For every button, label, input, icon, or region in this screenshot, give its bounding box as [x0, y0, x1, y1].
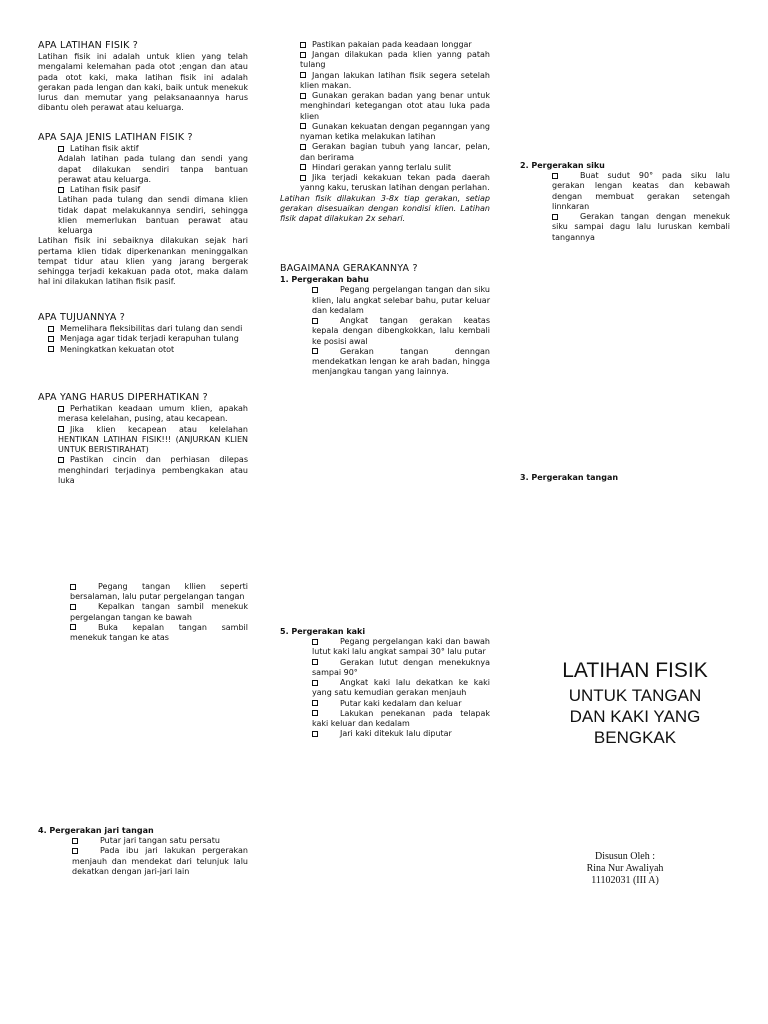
checkbox-icon [312, 659, 318, 665]
list-item: Pegang tangan kllien seperti bersalaman, lalu putar pergelangan tangan [70, 582, 248, 602]
checkbox-icon [48, 326, 54, 332]
list-item: Gunakan kekuatan dengan peganngan yang nyaman ketika melakukan latihan [300, 121, 490, 142]
checkbox-icon [300, 123, 306, 129]
checkbox-icon [300, 93, 306, 99]
type-passive [38, 185, 248, 195]
checkbox-icon [312, 680, 318, 686]
section-what [38, 40, 248, 114]
list-item: Jari kaki ditekuk lalu diputar [280, 729, 490, 739]
list-item: Gerakan bagian tubuh yang lancar, pelan, dan berirama [300, 142, 490, 162]
section-attention-more [280, 40, 490, 224]
checkbox-icon [70, 604, 76, 610]
list-item: Pegang pergelangan kaki dan bawah lutut kaki lalu angkat sampai 30° lalu putar [312, 637, 490, 657]
list-item: Putar jari tangan satu persatu [38, 836, 248, 846]
checkbox-icon [58, 426, 64, 432]
checkbox-icon [58, 187, 64, 193]
author-name: Rina Nur Awaliyah [586, 863, 664, 874]
credits [540, 851, 710, 887]
cover-title-line4: BENGKAK [593, 728, 677, 747]
section-elbow [520, 161, 730, 243]
checkbox-icon [300, 144, 306, 150]
section-goals [38, 312, 248, 355]
type-active [38, 144, 248, 154]
checkbox-icon [312, 731, 318, 737]
list-item: Jangan lakukan latihan fisik segera setelah klien makan. [300, 70, 490, 90]
list-item: Gerakan tangan denngan mendekatkan lengan ke arah badan, hingga menjangkau tangan yang lainnya. [312, 346, 490, 377]
list-item: Pegang pergelangan tangan dan siku klien, lalu angkat selebar bahu, putar keluar dan kedalam [312, 285, 490, 315]
heading-types: APA SAJA JENIS LATIHAN FISIK ? [38, 132, 193, 143]
checkbox-icon [70, 624, 76, 630]
list-item: Jika klien kecapean atau kelelahan HENTIKAN LATIHAN FISIK!!! (ANJURKAN KLIEN UNTUK BERISTIRAHAT) [58, 424, 248, 455]
checkbox-icon [58, 146, 64, 152]
list-item: Gerakan lutut dengan menekuknya sampai 90° [312, 657, 490, 677]
checkbox-icon [58, 406, 64, 412]
heading-goals: APA TUJUANNYA ? [38, 312, 125, 323]
checkbox-icon [312, 287, 318, 293]
section-hand-items [70, 582, 248, 643]
list-item: Gerakan tangan dengan menekuk siku sampai dagu lalu luruskan kembali tangannya [552, 212, 730, 242]
heading-shoulder: 1. Pergerakan bahu [280, 275, 369, 285]
checkbox-icon [312, 318, 318, 324]
checkbox-icon [48, 346, 54, 352]
checkbox-icon [70, 584, 76, 590]
heading-elbow: 2. Pergerakan siku [520, 161, 605, 170]
list-item: Meningkatkan kekuatan otot [38, 345, 248, 355]
checkbox-icon [552, 173, 558, 179]
checkbox-icon [552, 214, 558, 220]
heading-legs: 5. Pergerakan kaki [280, 627, 366, 636]
checkbox-icon [312, 639, 318, 645]
checkbox-icon [312, 700, 318, 706]
list-item: Pastikan cincin dan perhiasan dilepas menghindari terjadinya pembengkakan atau luka [58, 455, 248, 485]
list-item: Putar kaki kedalam dan keluar [280, 699, 490, 709]
list-item: Buat sudut 90° pada siku lalu gerakan lengan keatas dan kebawah dengan membuat gerakan setengah linnkaran [552, 171, 730, 211]
type-passive-desc: Latihan pada tulang dan sendi dimana klien tidak dapat melakukannya sendiri, sehingga klien memerlukan bantuan perawat atau keluarga [58, 195, 248, 236]
section-how [280, 263, 490, 378]
type-active-desc: Adalah latihan pada tulang dan sendi yang dapat dilakukan sendiri tanpa bantuan perawat atau keluarga. [58, 154, 248, 184]
checkbox-icon [300, 175, 306, 181]
heading-hand: 3. Pergerakan tangan [520, 473, 619, 482]
list-item: Angkat kaki lalu dekatkan ke kaki yang satu kemudian gerakan menjauh [312, 678, 490, 698]
checkbox-icon [300, 164, 306, 170]
cover-title-line3: DAN KAKI YANG [569, 707, 701, 726]
type-active-label: Latihan fisik aktif [70, 144, 139, 154]
list-item: Buka kepalan tangan sambil menekuk tangan ke atas [70, 622, 248, 643]
heading-how: BAGAIMANA GERAKANNYA ? [280, 263, 418, 274]
list-item: Jika terjadi kekakuan tekan pada daerah yanng kaku, teruskan latihan dengan perlahan. [300, 173, 490, 193]
checkbox-icon [72, 848, 78, 854]
checkbox-icon [300, 42, 306, 48]
list-item: Pastikan pakaian pada keadaan longgar [280, 40, 490, 50]
what-body: Latihan fisik ini adalah untuk klien yang telah mengalami kelemahan pada otot ;engan dan atau pada otot kaki, maka latihan fisik ini adalah gerakan pada lengan dan kaki, baik untuk menekuk lurus dan memutar yang pelaksanaannya harus dibantu oleh perawat atau keluarga. [38, 52, 248, 113]
section-hand [520, 473, 730, 483]
list-item: Memelihara fleksibilitas dari tulang dan sendi [38, 324, 248, 334]
credits-label: Disusun Oleh : [595, 851, 655, 862]
list-item: Kepalkan tangan sambil menekuk pergelangan tangan ke bawah [70, 602, 248, 622]
heading-what: APA LATIHAN FISIK ? [38, 40, 138, 51]
section-attention [38, 392, 248, 486]
frequency-note: Latihan fisik dilakukan 3-8x tiap gerakan, setiap gerakan disesuaikan dengan kondisi klien. Latihan fisik dapat dilakukan 2x sehari. [280, 193, 490, 223]
checkbox-icon [300, 52, 306, 58]
list-item: Perhatikan keadaan umum klien, apakah merasa kelelahan, pusing, atau kecapean. [58, 404, 248, 424]
list-item: Gunakan gerakan badan yang benar untuk menghindari ketegangan otot atau luka pada klien [300, 91, 490, 121]
cover-title-line2: UNTUK TANGAN [568, 686, 702, 705]
list-item: Menjaga agar tidak terjadi kerapuhan tulang [38, 334, 248, 344]
checkbox-icon [312, 710, 318, 716]
heading-attention: APA YANG HARUS DIPERHATIKAN ? [38, 392, 208, 403]
heading-fingers: 4. Pergerakan jari tangan [38, 826, 154, 835]
section-legs [280, 627, 490, 740]
list-item: Lakukan penekanan pada telapak kaki keluar dan kedalam [312, 708, 490, 729]
list-item: Angkat tangan gerakan keatas kepala dengan dibengkokkan, lalu kembali ke posisi awal [312, 316, 490, 346]
checkbox-icon [300, 72, 306, 78]
type-passive-label: Latihan fisik pasif [70, 185, 141, 195]
list-item: Pada ibu jari lakukan pergerakan menjauh dan mendekat dari telunjuk lalu dekatkan dengan jari-jari lain [72, 846, 248, 876]
section-types [38, 132, 248, 287]
types-note: Latihan fisik ini sebaiknya dilakukan sejak hari pertama klien tidak diperkenankan meninggalkan tempat tidur atau klien yang jarang bergerak sehingga terjadi kekakuan pada otot, maka dalam hal ini dilakukan latihan fisik pasif. [38, 236, 248, 287]
checkbox-icon [48, 336, 54, 342]
list-item: Jangan dilakukan pada klien yanng patah tulang [300, 50, 490, 70]
section-fingers [38, 826, 248, 877]
checkbox-icon [58, 457, 64, 463]
checkbox-icon [312, 348, 318, 354]
list-item: Hindari gerakan yanng terlalu sulit [280, 163, 490, 173]
cover-title-line1: LATIHAN FISIK [562, 659, 708, 682]
checkbox-icon [72, 838, 78, 844]
author-id: 11102031 (III A) [591, 875, 659, 886]
